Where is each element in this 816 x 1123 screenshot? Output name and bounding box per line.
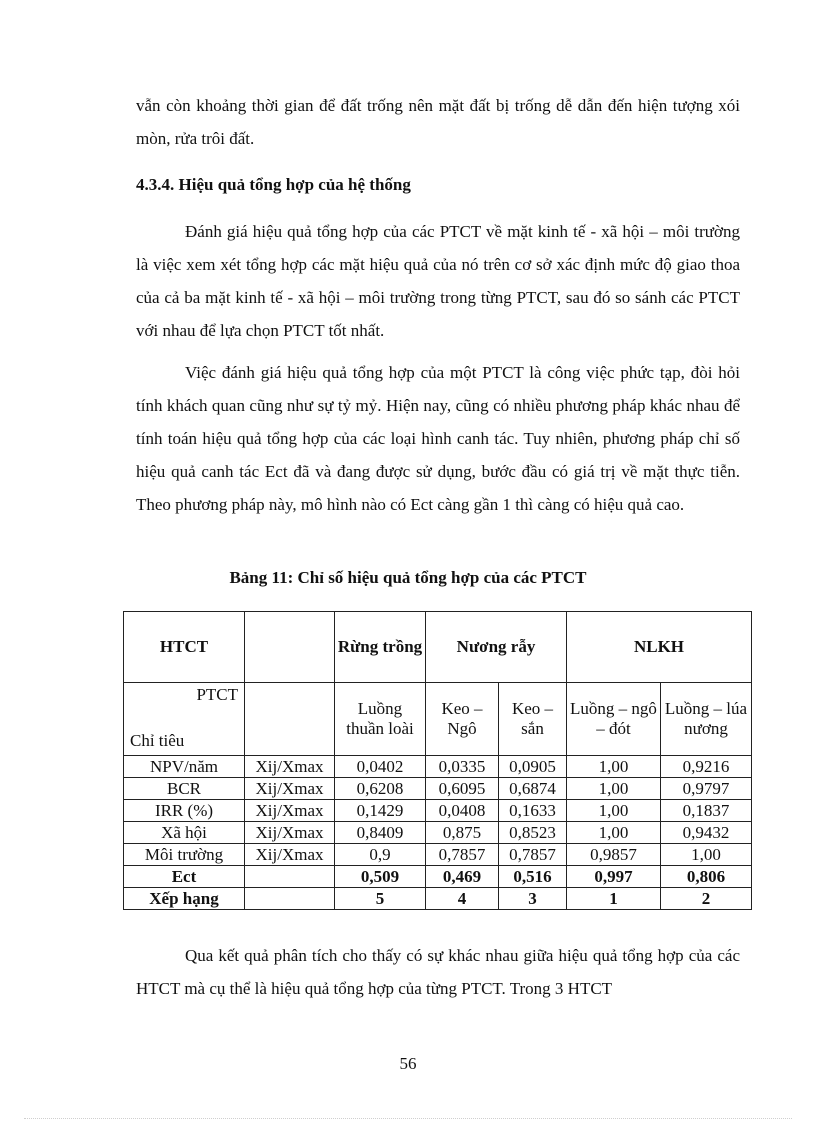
- cell-value: 4: [426, 888, 499, 910]
- row-unit: Xij/Xmax: [245, 844, 335, 866]
- table-row: [124, 844, 752, 866]
- cell-value: 1: [567, 888, 661, 910]
- header-ptct: PTCT: [196, 685, 238, 704]
- cell-value: 0,469: [426, 866, 499, 888]
- cell-value: 0,0905: [499, 756, 567, 778]
- cell-value: 0,1429: [335, 800, 426, 822]
- footer-divider: [24, 1118, 792, 1119]
- row-unit: Xij/Xmax: [245, 800, 335, 822]
- row-label: Ect: [124, 866, 245, 888]
- cell-value: 0,9: [335, 844, 426, 866]
- efficiency-table: [123, 611, 752, 910]
- cell-value: 0,1837: [661, 800, 752, 822]
- table-header-row-2: [124, 683, 752, 756]
- cell-value: 0,9797: [661, 778, 752, 800]
- table-caption: Bảng 11: Chỉ số hiệu quả tổng hợp của các PTCT: [229, 568, 587, 587]
- cell-value: 0,9216: [661, 756, 752, 778]
- row-unit: [245, 888, 335, 910]
- row-label: NPV/năm: [124, 756, 245, 778]
- row-unit: Xij/Xmax: [245, 822, 335, 844]
- table-row-rank: [124, 888, 752, 910]
- cell-value: 0,1633: [499, 800, 567, 822]
- cell-value: 0,7857: [426, 844, 499, 866]
- cell-value: 0,7857: [499, 844, 567, 866]
- table-row: [124, 756, 752, 778]
- row-label: BCR: [124, 778, 245, 800]
- row-label: IRR (%): [124, 800, 245, 822]
- row-label: Xã hội: [124, 822, 245, 844]
- header-col-4: Luồng – ngô – đót: [567, 683, 661, 756]
- cell-value: 3: [499, 888, 567, 910]
- cell-value: 1,00: [567, 822, 661, 844]
- cell-value: 2: [661, 888, 752, 910]
- cell-value: 0,997: [567, 866, 661, 888]
- paragraph-2: Việc đánh giá hiệu quả tổng hợp của một PTCT là công việc phức tạp, đòi hỏi tính khách quan cũng như sự tỷ mỷ. Hiện nay, cũng có nhiều phương pháp khác nhau để tính toán hiệu quả tổng hợp của các loại hình canh tác. Tuy nhiên, phương pháp chỉ số hiệu quả canh tác Ect đã và đang được sử dụng, bước đầu có giá trị về mặt thực tiễn. Theo phương pháp này, mô hình nào có Ect càng gần 1 thì càng có hiệu quả cao.: [136, 363, 740, 514]
- header-col-2: Keo – Ngô: [426, 683, 499, 756]
- cell-value: 0,6208: [335, 778, 426, 800]
- table-row-ect: [124, 866, 752, 888]
- header-chi-tieu: Chỉ tiêu: [130, 731, 185, 750]
- header-col-1: Luồng thuần loài: [335, 683, 426, 756]
- header-empty-2: [245, 683, 335, 756]
- paragraph-intro: vẫn còn khoảng thời gian để đất trống nên mặt đất bị trống dễ dẫn đến hiện tượng xói mòn, rửa trôi đất.: [136, 96, 740, 148]
- row-label: Xếp hạng: [124, 888, 245, 910]
- row-unit: Xij/Xmax: [245, 778, 335, 800]
- cell-value: 0,9857: [567, 844, 661, 866]
- cell-value: 0,0335: [426, 756, 499, 778]
- header-col-3: Keo – sắn: [499, 683, 567, 756]
- header-empty: [245, 612, 335, 683]
- table-row: [124, 822, 752, 844]
- header-nuong-ray: Nương rẫy: [426, 612, 567, 683]
- table-row: [124, 800, 752, 822]
- cell-value: 0,8523: [499, 822, 567, 844]
- cell-value: 1,00: [567, 778, 661, 800]
- header-rung-trong: Rừng trồng: [335, 612, 426, 683]
- header-col-5: Luồng – lúa nương: [661, 683, 752, 756]
- cell-value: 0,6095: [426, 778, 499, 800]
- cell-value: 1,00: [567, 800, 661, 822]
- header-nlkh: NLKH: [567, 612, 752, 683]
- cell-value: 0,8409: [335, 822, 426, 844]
- cell-value: 0,516: [499, 866, 567, 888]
- cell-value: 0,0402: [335, 756, 426, 778]
- cell-value: 1,00: [567, 756, 661, 778]
- cell-value: 0,875: [426, 822, 499, 844]
- cell-value: 0,6874: [499, 778, 567, 800]
- page-number: 56: [399, 1054, 417, 1073]
- row-label: Môi trường: [124, 844, 245, 866]
- row-unit: Xij/Xmax: [245, 756, 335, 778]
- header-htct: HTCT: [124, 612, 245, 683]
- section-heading: 4.3.4. Hiệu quả tổng hợp của hệ thống: [136, 175, 411, 194]
- cell-value: 0,509: [335, 866, 426, 888]
- paragraph-1: Đánh giá hiệu quả tổng hợp của các PTCT về mặt kinh tế - xã hội – môi trường là việc xem xét tổng hợp các mặt hiệu quả của nó trên cơ sở xác định mức độ giao thoa của cả ba mặt kinh tế - xã hội – môi trường trong từng PTCT, sau đó so sánh các PTCT với nhau để lựa chọn PTCT tốt nhất.: [136, 222, 740, 340]
- paragraph-3: Qua kết quả phân tích cho thấy có sự khác nhau giữa hiệu quả tổng hợp của các HTCT mà cụ thể là hiệu quả tổng hợp của từng PTCT. Trong 3 HTCT: [136, 946, 740, 998]
- table-header-row-1: [124, 612, 752, 683]
- cell-value: 5: [335, 888, 426, 910]
- cell-value: 0,9432: [661, 822, 752, 844]
- row-unit: [245, 866, 335, 888]
- cell-value: 0,0408: [426, 800, 499, 822]
- header-ptct-chi-tieu: [124, 683, 245, 756]
- cell-value: 1,00: [661, 844, 752, 866]
- table-row: [124, 778, 752, 800]
- cell-value: 0,806: [661, 866, 752, 888]
